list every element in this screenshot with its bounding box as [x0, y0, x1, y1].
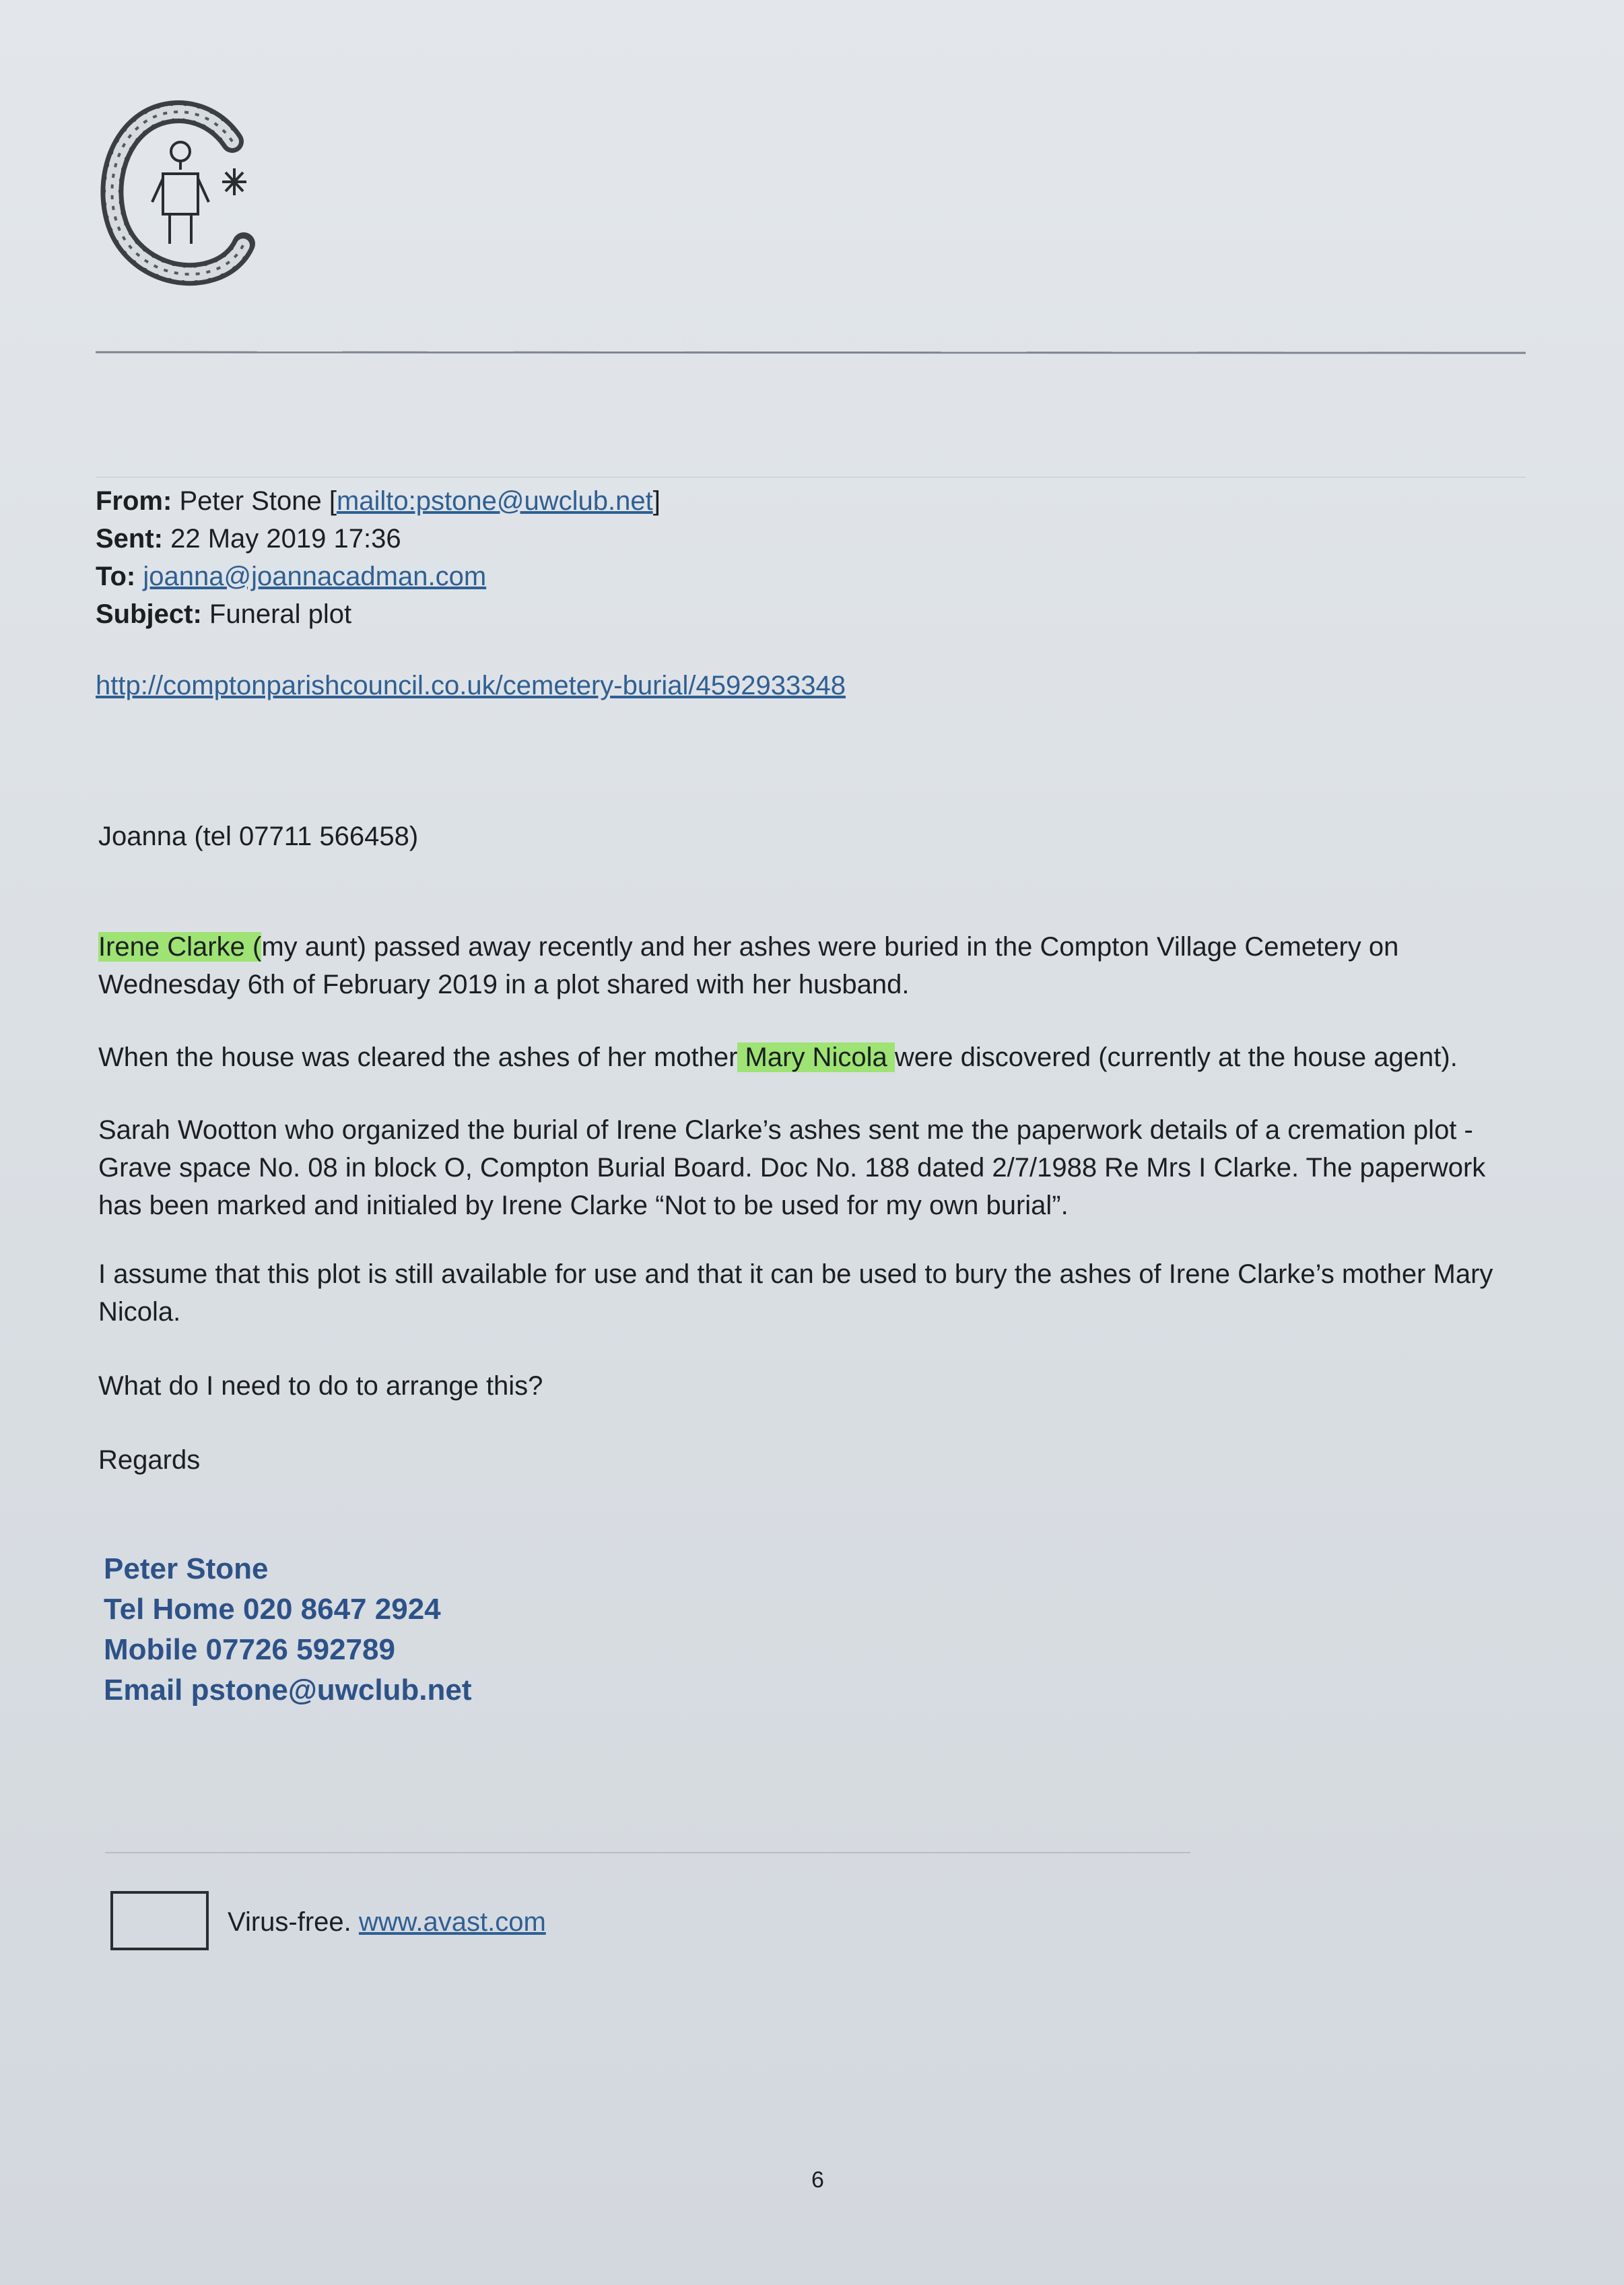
signature-email: Email pstone@uwclub.net: [104, 1674, 472, 1707]
greeting: Joanna (tel 07711 566458): [98, 822, 419, 851]
avast-link[interactable]: www.avast.com: [358, 1907, 546, 1937]
page-number: 6: [811, 2167, 824, 2193]
paragraph-5: What do I need to do to arrange this?: [98, 1371, 543, 1401]
from-line: From: Peter Stone [mailto:pstone@uwclub.net]: [96, 486, 661, 516]
paragraph-4: I assume that this plot is still available for use and that it can be used to bury the ashes of Irene Clarke’s mother Mary Nicola.: [98, 1259, 1493, 1327]
virus-free-text: Virus-free.: [228, 1907, 351, 1937]
cemetery-burial-link[interactable]: http://comptonparishcouncil.co.uk/cemetery-burial/4592933348: [96, 671, 846, 700]
paragraph-2-after: were discovered (currently at the house agent).: [894, 1042, 1458, 1072]
from-name: Peter Stone: [179, 486, 322, 516]
virus-free-line: [228, 1907, 546, 1938]
to-label: To:: [96, 562, 136, 591]
highlight-irene-clarke: Irene Clarke (: [98, 932, 262, 962]
subject-line: [96, 595, 351, 633]
signature-tel-home: Tel Home 020 8647 2924: [104, 1593, 441, 1626]
sent-label: Sent:: [96, 524, 163, 554]
from-label: From:: [96, 486, 172, 516]
to-line: [96, 558, 486, 595]
closing: Regards: [98, 1445, 201, 1475]
signature-name: Peter Stone: [104, 1552, 269, 1585]
highlight-mary-nicola: Mary Nicola: [737, 1042, 895, 1072]
paragraph-1-text: my aunt) passed away recently and her ashes were buried in the Compton Village Cemetery on Wednesday 6th of February 2019 in a plot shared with her husband.: [98, 932, 1399, 999]
paragraph-2-before: When the house was cleared the ashes of her mother: [98, 1042, 738, 1072]
subject-label: Subject:: [96, 599, 202, 629]
paragraph-3: Sarah Wootton who organized the burial of Irene Clarke’s ashes sent me the paperwork details of a cremation plot - Grave space No. 08 in block O, Compton Burial Board. Doc No. 188 dated 2/7/1988 Re Mrs I Clarke. The paperwork has been marked and initialed by Irene Clarke “Not to be used for my own burial”.: [98, 1115, 1486, 1220]
header-divider: [96, 351, 1526, 354]
avast-badge-box: [110, 1891, 209, 1950]
sent-line: [96, 520, 401, 558]
from-mailto-link[interactable]: mailto:pstone@uwclub.net: [336, 486, 653, 516]
signature-block: [104, 1549, 472, 1711]
celtic-c-logo-icon: [94, 94, 263, 290]
paragraph-1: [98, 928, 1519, 1003]
subject-value: Funeral plot: [209, 599, 352, 629]
to-email-link[interactable]: joanna@joannacadman.com: [143, 562, 487, 591]
paragraph-2: [98, 1038, 1519, 1076]
footer-divider: [105, 1852, 1190, 1853]
signature-mobile: Mobile 07726 592789: [104, 1633, 395, 1666]
sent-value: 22 May 2019 17:36: [170, 524, 401, 554]
